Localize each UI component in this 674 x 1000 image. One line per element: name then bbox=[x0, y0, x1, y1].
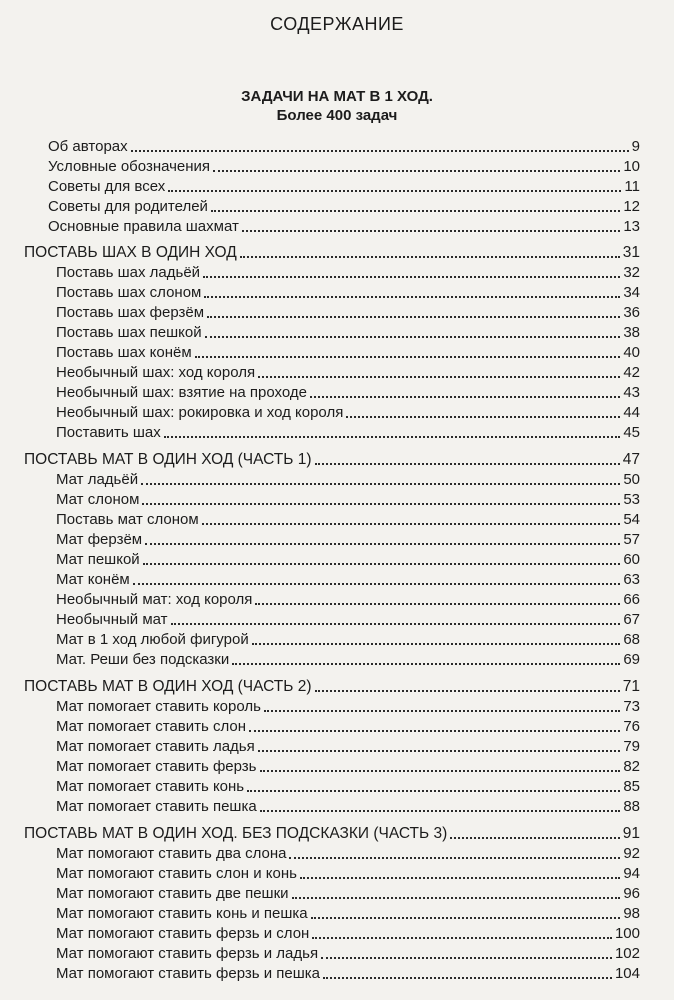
toc-entry[interactable] bbox=[56, 262, 640, 284]
toc-entry[interactable] bbox=[56, 362, 640, 384]
dot-leader bbox=[315, 463, 620, 465]
dot-leader bbox=[264, 710, 620, 712]
dot-leader bbox=[207, 316, 620, 318]
toc-entry-label: Необычный мат bbox=[56, 611, 168, 628]
toc-entry-label: Условные обозначения bbox=[48, 158, 211, 175]
toc-entry-page: 45 bbox=[623, 424, 640, 441]
toc-entry[interactable] bbox=[56, 963, 640, 985]
toc-section-title: ПОСТАВЬ МАТ В ОДИН ХОД (ЧАСТЬ 2) bbox=[24, 678, 312, 695]
toc-entry-label: Советы для родителей bbox=[48, 198, 208, 215]
toc-entry-page: 32 bbox=[623, 264, 640, 281]
dot-leader bbox=[260, 810, 621, 812]
toc-entry-label: Необычный шах: взятие на проходе bbox=[56, 384, 307, 401]
toc-entry[interactable] bbox=[56, 903, 640, 925]
dot-leader bbox=[171, 623, 621, 625]
toc-entry-label: Необычный шах: рокировка и ход короля bbox=[56, 404, 344, 421]
toc-entry[interactable] bbox=[56, 923, 640, 945]
dot-leader bbox=[300, 877, 620, 879]
toc-entry-label: Мат ферзём bbox=[56, 531, 143, 548]
toc-entry[interactable] bbox=[56, 489, 640, 511]
toc-entry-page: 85 bbox=[623, 778, 640, 795]
toc-entry[interactable] bbox=[48, 216, 640, 238]
dot-leader bbox=[195, 356, 621, 358]
toc-entry-page: 44 bbox=[623, 404, 640, 421]
toc-entry-page: 104 bbox=[614, 965, 640, 982]
toc-entry-label: Мат помогают ставить ферзь и слон bbox=[56, 925, 310, 942]
toc-entry[interactable] bbox=[56, 716, 640, 738]
toc-section-title: ПОСТАВЬ ШАХ В ОДИН ХОД bbox=[24, 244, 237, 261]
toc-entry-page: 98 bbox=[623, 905, 640, 922]
toc-entry[interactable] bbox=[56, 796, 640, 818]
dot-leader bbox=[252, 643, 621, 645]
toc-entry-page: 79 bbox=[623, 738, 640, 755]
dot-leader bbox=[131, 150, 629, 152]
toc-entry-label: Мат в 1 ход любой фигурой bbox=[56, 631, 249, 648]
dot-leader bbox=[142, 503, 620, 505]
toc-entry-page: 9 bbox=[631, 138, 640, 155]
book-subtitle: ЗАДАЧИ НА МАТ В 1 ХОД. bbox=[241, 88, 433, 105]
toc-entry-page: 96 bbox=[623, 885, 640, 902]
toc-entry-label: Мат помогают ставить слон и конь bbox=[56, 865, 297, 882]
dot-leader bbox=[258, 376, 620, 378]
dot-leader bbox=[249, 730, 620, 732]
dot-leader bbox=[232, 663, 620, 665]
toc-entry-page: 69 bbox=[623, 651, 640, 668]
toc-entry[interactable] bbox=[56, 843, 640, 865]
toc-entry[interactable] bbox=[56, 382, 640, 404]
toc-entry[interactable] bbox=[56, 322, 640, 344]
toc-entry-label: Поставить шах bbox=[56, 424, 161, 441]
toc-entry[interactable] bbox=[56, 469, 640, 491]
dot-leader bbox=[292, 897, 621, 899]
toc-entry-page: 67 bbox=[623, 611, 640, 628]
dot-leader bbox=[258, 750, 621, 752]
toc-entry-label: Мат помогают ставить два слона bbox=[56, 845, 287, 862]
toc-section[interactable] bbox=[24, 449, 640, 471]
dot-leader bbox=[311, 917, 621, 919]
toc-section[interactable] bbox=[24, 676, 640, 698]
toc-entry-label: Поставь шах ладьёй bbox=[56, 264, 201, 281]
dot-leader bbox=[203, 276, 620, 278]
toc-entry-label: Поставь мат слоном bbox=[56, 511, 199, 528]
book-subtitle-count: Более 400 задач bbox=[276, 107, 398, 124]
toc-entry[interactable] bbox=[48, 176, 640, 198]
toc-entry-page: 100 bbox=[614, 925, 640, 942]
toc-entry-page: 68 bbox=[623, 631, 640, 648]
dot-leader bbox=[205, 336, 621, 338]
toc-entry[interactable] bbox=[56, 302, 640, 324]
toc-entry-page: 82 bbox=[623, 758, 640, 775]
toc-section-page: 31 bbox=[622, 244, 640, 261]
toc-entry-page: 57 bbox=[623, 531, 640, 548]
toc-entry-label: Основные правила шахмат bbox=[48, 218, 239, 235]
toc-entry-label: Советы для всех bbox=[48, 178, 166, 195]
toc-entry[interactable] bbox=[56, 282, 640, 304]
dot-leader bbox=[260, 770, 621, 772]
toc-section-title: ПОСТАВЬ МАТ В ОДИН ХОД. БЕЗ ПОДСКАЗКИ (ЧАСТЬ 3) bbox=[24, 825, 448, 842]
toc-entry-label: Об авторах bbox=[48, 138, 128, 155]
toc-section-page: 47 bbox=[622, 451, 640, 468]
toc-entry-label: Мат конём bbox=[56, 571, 130, 588]
toc-entry[interactable] bbox=[48, 156, 640, 178]
dot-leader bbox=[204, 296, 620, 298]
toc-entry[interactable] bbox=[56, 649, 640, 671]
dot-leader bbox=[346, 416, 620, 418]
toc-entry[interactable] bbox=[56, 342, 640, 364]
toc-entry-label: Мат пешкой bbox=[56, 551, 140, 568]
toc-entry-label: Необычный шах: ход короля bbox=[56, 364, 256, 381]
page-title: СОДЕРЖАНИЕ bbox=[270, 14, 404, 34]
toc-entry-page: 53 bbox=[623, 491, 640, 508]
toc-entry[interactable] bbox=[56, 776, 640, 798]
toc-section-page: 71 bbox=[622, 678, 640, 695]
toc-entry-label: Необычный мат: ход короля bbox=[56, 591, 253, 608]
toc-entry-page: 13 bbox=[623, 218, 640, 235]
dot-leader bbox=[247, 790, 620, 792]
dot-leader bbox=[450, 837, 619, 839]
toc-entry-label: Мат помогает ставить ладья bbox=[56, 738, 255, 755]
toc-entry-page: 43 bbox=[623, 384, 640, 401]
toc-section-page: 91 bbox=[622, 825, 640, 842]
toc-entry-label: Мат помогает ставить пешка bbox=[56, 798, 257, 815]
toc-entry-label: Поставь шах слоном bbox=[56, 284, 202, 301]
toc-entry-label: Мат помогает ставить слон bbox=[56, 718, 246, 735]
toc-entry[interactable] bbox=[56, 549, 640, 571]
toc-entry-label: Мат помогает ставить король bbox=[56, 698, 261, 715]
toc-entry-label: Мат. Реши без подсказки bbox=[56, 651, 230, 668]
toc-entry-label: Мат помогают ставить ферзь и ладья bbox=[56, 945, 319, 962]
toc-entry[interactable] bbox=[48, 196, 640, 218]
toc-entry-page: 94 bbox=[623, 865, 640, 882]
dot-leader bbox=[164, 436, 621, 438]
toc-section[interactable] bbox=[24, 823, 640, 845]
toc-entry-label: Поставь шах пешкой bbox=[56, 324, 202, 341]
dot-leader bbox=[213, 170, 620, 172]
toc-entry[interactable] bbox=[56, 756, 640, 778]
dot-leader bbox=[255, 603, 620, 605]
toc-entry-page: 63 bbox=[623, 571, 640, 588]
toc-entry-page: 36 bbox=[623, 304, 640, 321]
toc-entry-label: Мат помогает ставить конь bbox=[56, 778, 245, 795]
dot-leader bbox=[310, 396, 620, 398]
dot-leader bbox=[240, 256, 620, 258]
toc-entry-label: Поставь шах ферзём bbox=[56, 304, 205, 321]
toc-entry-label: Поставь шах конём bbox=[56, 344, 192, 361]
toc-entry-page: 92 bbox=[623, 845, 640, 862]
dot-leader bbox=[289, 857, 620, 859]
toc-entry-page: 50 bbox=[623, 471, 640, 488]
toc-entry[interactable] bbox=[56, 509, 640, 531]
dot-leader bbox=[145, 543, 620, 545]
toc-entry-page: 11 bbox=[624, 178, 640, 195]
dot-leader bbox=[202, 523, 621, 525]
toc-entry[interactable] bbox=[56, 943, 640, 965]
toc-entry-label: Мат ладьёй bbox=[56, 471, 139, 488]
dot-leader bbox=[315, 690, 620, 692]
toc-entry-page: 54 bbox=[623, 511, 640, 528]
toc-section-title: ПОСТАВЬ МАТ В ОДИН ХОД (ЧАСТЬ 1) bbox=[24, 451, 312, 468]
toc-entry-label: Мат слоном bbox=[56, 491, 140, 508]
dot-leader bbox=[312, 937, 612, 939]
toc-entry-page: 38 bbox=[623, 324, 640, 341]
toc-entry-page: 42 bbox=[623, 364, 640, 381]
toc-entry-label: Мат помогают ставить ферзь и пешка bbox=[56, 965, 321, 982]
toc-entry[interactable] bbox=[56, 529, 640, 551]
toc-entry-page: 76 bbox=[623, 718, 640, 735]
toc-entry[interactable] bbox=[56, 422, 640, 444]
toc-entry[interactable] bbox=[56, 402, 640, 424]
toc-entry[interactable] bbox=[56, 696, 640, 718]
toc-entry-label: Мат помогают ставить конь и пешка bbox=[56, 905, 308, 922]
dot-leader bbox=[168, 190, 621, 192]
toc-entry[interactable] bbox=[56, 609, 640, 631]
dot-leader bbox=[323, 977, 612, 979]
dot-leader bbox=[133, 583, 621, 585]
toc-entry[interactable] bbox=[56, 883, 640, 905]
toc-entry-page: 12 bbox=[623, 198, 640, 215]
toc-entry-page: 73 bbox=[623, 698, 640, 715]
toc-entry[interactable] bbox=[56, 589, 640, 611]
dot-leader bbox=[242, 230, 620, 232]
toc-entry[interactable] bbox=[56, 629, 640, 651]
toc-entry-page: 66 bbox=[623, 591, 640, 608]
toc-entry[interactable] bbox=[56, 736, 640, 758]
toc-entry-page: 60 bbox=[623, 551, 640, 568]
toc-entry-page: 34 bbox=[623, 284, 640, 301]
dot-leader bbox=[321, 957, 612, 959]
toc-entry[interactable] bbox=[56, 569, 640, 591]
dot-leader bbox=[211, 210, 620, 212]
toc-entry[interactable] bbox=[56, 863, 640, 885]
toc-section[interactable] bbox=[24, 242, 640, 264]
toc-entry-page: 40 bbox=[623, 344, 640, 361]
dot-leader bbox=[143, 563, 621, 565]
dot-leader bbox=[141, 483, 620, 485]
toc-entry-page: 102 bbox=[614, 945, 640, 962]
toc-entry[interactable] bbox=[48, 136, 640, 158]
toc-entry-page: 10 bbox=[623, 158, 640, 175]
toc-entry-page: 88 bbox=[623, 798, 640, 815]
toc-entry-label: Мат помогает ставить ферзь bbox=[56, 758, 257, 775]
toc-entry-label: Мат помогают ставить две пешки bbox=[56, 885, 289, 902]
